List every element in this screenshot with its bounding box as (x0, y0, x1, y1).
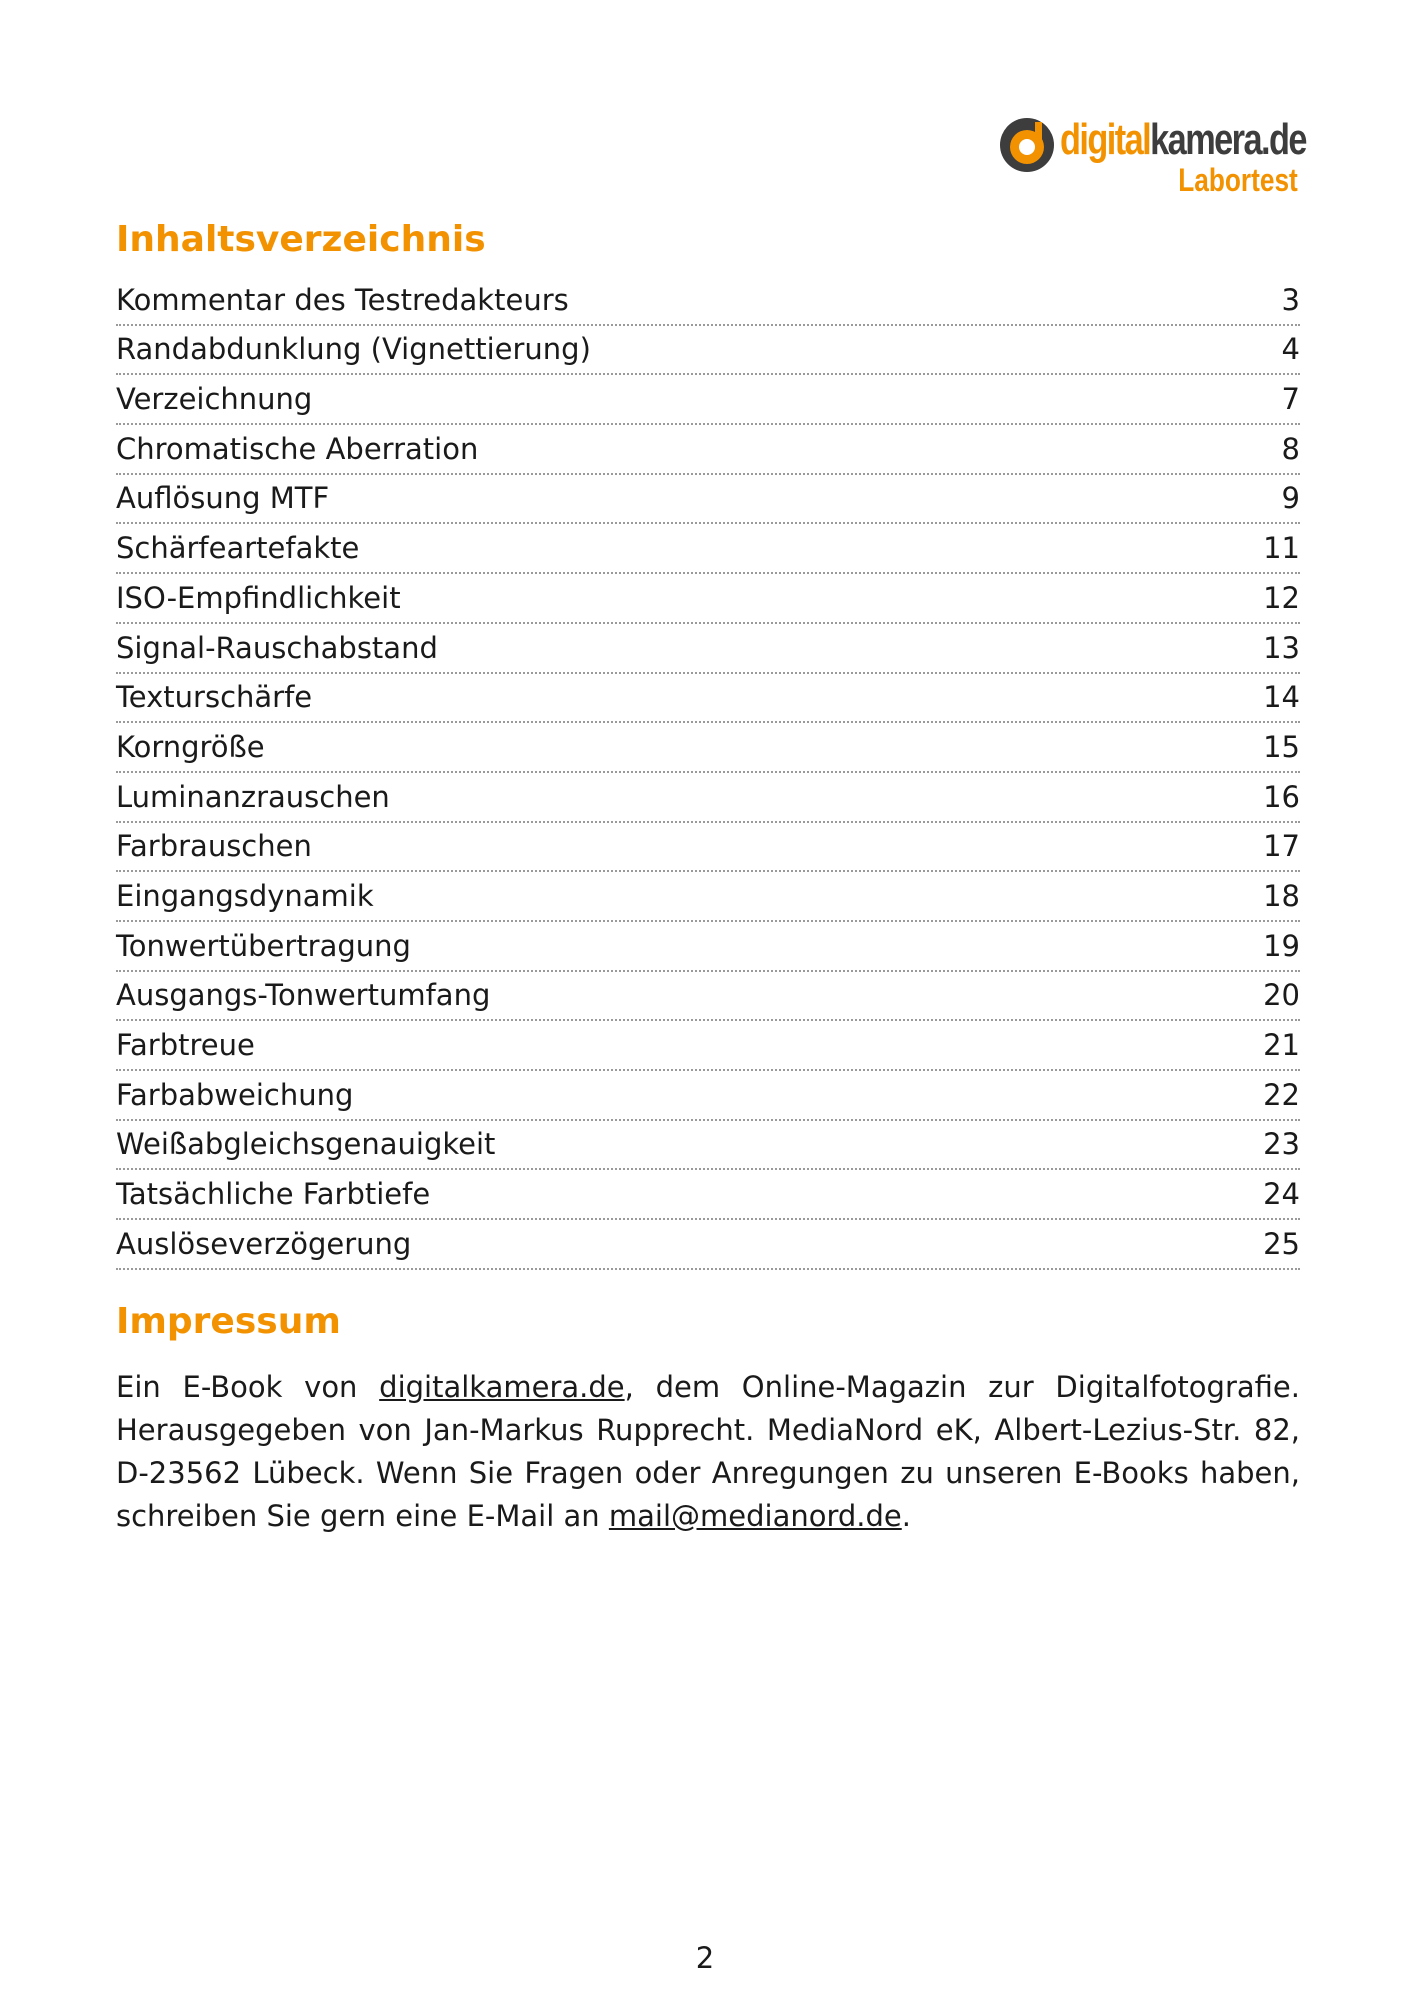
toc-item-title: Schärfeartefakte (116, 531, 360, 566)
impressum-heading: Impressum (116, 1301, 341, 1342)
toc-item-title: Ausgangs-Tonwertumfang (116, 978, 491, 1013)
toc-item-page: 14 (1263, 680, 1300, 715)
digitalkamera-link[interactable]: digitalkamera.de (379, 1370, 625, 1404)
toc-item-page: 8 (1281, 431, 1300, 466)
toc-item-page: 22 (1263, 1077, 1300, 1112)
toc-item[interactable] (116, 674, 1300, 724)
toc-item[interactable] (116, 326, 1300, 376)
toc-item-title: Farbtreue (116, 1028, 255, 1062)
toc-heading: Inhaltsverzeichnis (116, 219, 486, 260)
toc-item-title: Weißabgleichsgenauigkeit (116, 1127, 496, 1162)
toc-item-title: Texturschärfe (116, 680, 313, 715)
email-link[interactable]: mail@medianord.de (608, 1499, 902, 1533)
toc-item-title: Eingangsdynamik (116, 878, 374, 913)
toc-item[interactable] (116, 1021, 1300, 1071)
logo-subtitle: Labortest (1178, 162, 1298, 198)
impressum-text-start: Ein E-Book von (116, 1370, 380, 1404)
toc-item[interactable] (116, 624, 1300, 674)
toc-item-title: Randabdunklung (Vignettierung) (116, 332, 591, 367)
toc-item[interactable] (116, 574, 1300, 624)
toc-item[interactable] (116, 276, 1300, 326)
toc-item-page: 15 (1263, 729, 1300, 764)
toc-item-page: 11 (1263, 531, 1300, 566)
digitalkamera-d-logo-icon (998, 116, 1056, 174)
toc-item-title: ISO-Empfindlichkeit (116, 580, 401, 615)
impressum-text-middle: , dem Online-Magazin zur Digitalfotografie. Herausgegeben von Jan-Markus Rupprecht. MediaNord eK, Albert-Lezius-Str. 82, D-23562 Lübeck. Wenn Sie Fragen oder Anregungen zu unseren E-Books haben, schreiben Sie gern eine E-Mail an (116, 1370, 1300, 1533)
toc-item-page: 17 (1263, 829, 1300, 864)
toc-item[interactable] (116, 425, 1300, 475)
logo-word-part1: digital (1060, 115, 1151, 164)
toc-item-page: 24 (1263, 1177, 1300, 1212)
toc-item-title: Chromatische Aberration (116, 431, 479, 466)
toc-item[interactable] (116, 475, 1300, 525)
impressum-text (116, 1366, 1300, 1538)
impressum-text-end: . (901, 1499, 911, 1533)
toc-item[interactable] (116, 872, 1300, 922)
toc-item[interactable] (116, 823, 1300, 873)
toc-item-page: 23 (1263, 1127, 1300, 1162)
toc-item-page: 20 (1263, 978, 1300, 1013)
toc-item-title: Tonwertübertragung (116, 928, 411, 963)
toc-item-page: 4 (1281, 332, 1300, 367)
table-of-contents (116, 276, 1300, 1270)
toc-item-page: 7 (1281, 382, 1300, 417)
toc-item[interactable] (116, 922, 1300, 972)
toc-item[interactable] (116, 972, 1300, 1022)
page-number: 2 (695, 1941, 715, 1975)
toc-item-title: Luminanzrauschen (116, 779, 390, 814)
toc-item-title: Kommentar des Testredakteurs (116, 282, 569, 317)
toc-item[interactable] (116, 1121, 1300, 1171)
toc-item-page: 3 (1281, 282, 1300, 317)
toc-item-page: 19 (1263, 928, 1300, 963)
toc-item-title: Signal-Rauschabstand (116, 630, 438, 665)
toc-item[interactable] (116, 1071, 1300, 1121)
toc-item-title: Auslöseverzögerung (116, 1226, 412, 1261)
logo-word-part2: kamera.de (1150, 115, 1306, 164)
toc-item[interactable] (116, 1220, 1300, 1270)
toc-item-title: Farbrauschen (116, 829, 312, 864)
logo-wordmark (1060, 114, 1306, 166)
toc-item-page: 25 (1263, 1226, 1300, 1261)
toc-item-page: 16 (1263, 779, 1300, 814)
brand-logo (998, 112, 1306, 202)
toc-item[interactable] (116, 773, 1300, 823)
toc-item-title: Verzeichnung (116, 382, 313, 417)
toc-item-page: 9 (1281, 481, 1300, 516)
toc-item-page: 21 (1263, 1028, 1300, 1062)
toc-item-page: 12 (1263, 580, 1300, 615)
toc-item[interactable] (116, 375, 1300, 425)
toc-item-title: Auflösung MTF (116, 481, 330, 516)
toc-item-page: 13 (1263, 630, 1300, 665)
toc-item-title: Tatsächliche Farbtiefe (116, 1177, 431, 1212)
toc-item-page: 18 (1263, 878, 1300, 913)
toc-item[interactable] (116, 524, 1300, 574)
toc-item-title: Korngröße (116, 729, 265, 764)
toc-item[interactable] (116, 723, 1300, 773)
toc-item-title: Farbabweichung (116, 1077, 354, 1112)
toc-item[interactable] (116, 1170, 1300, 1220)
